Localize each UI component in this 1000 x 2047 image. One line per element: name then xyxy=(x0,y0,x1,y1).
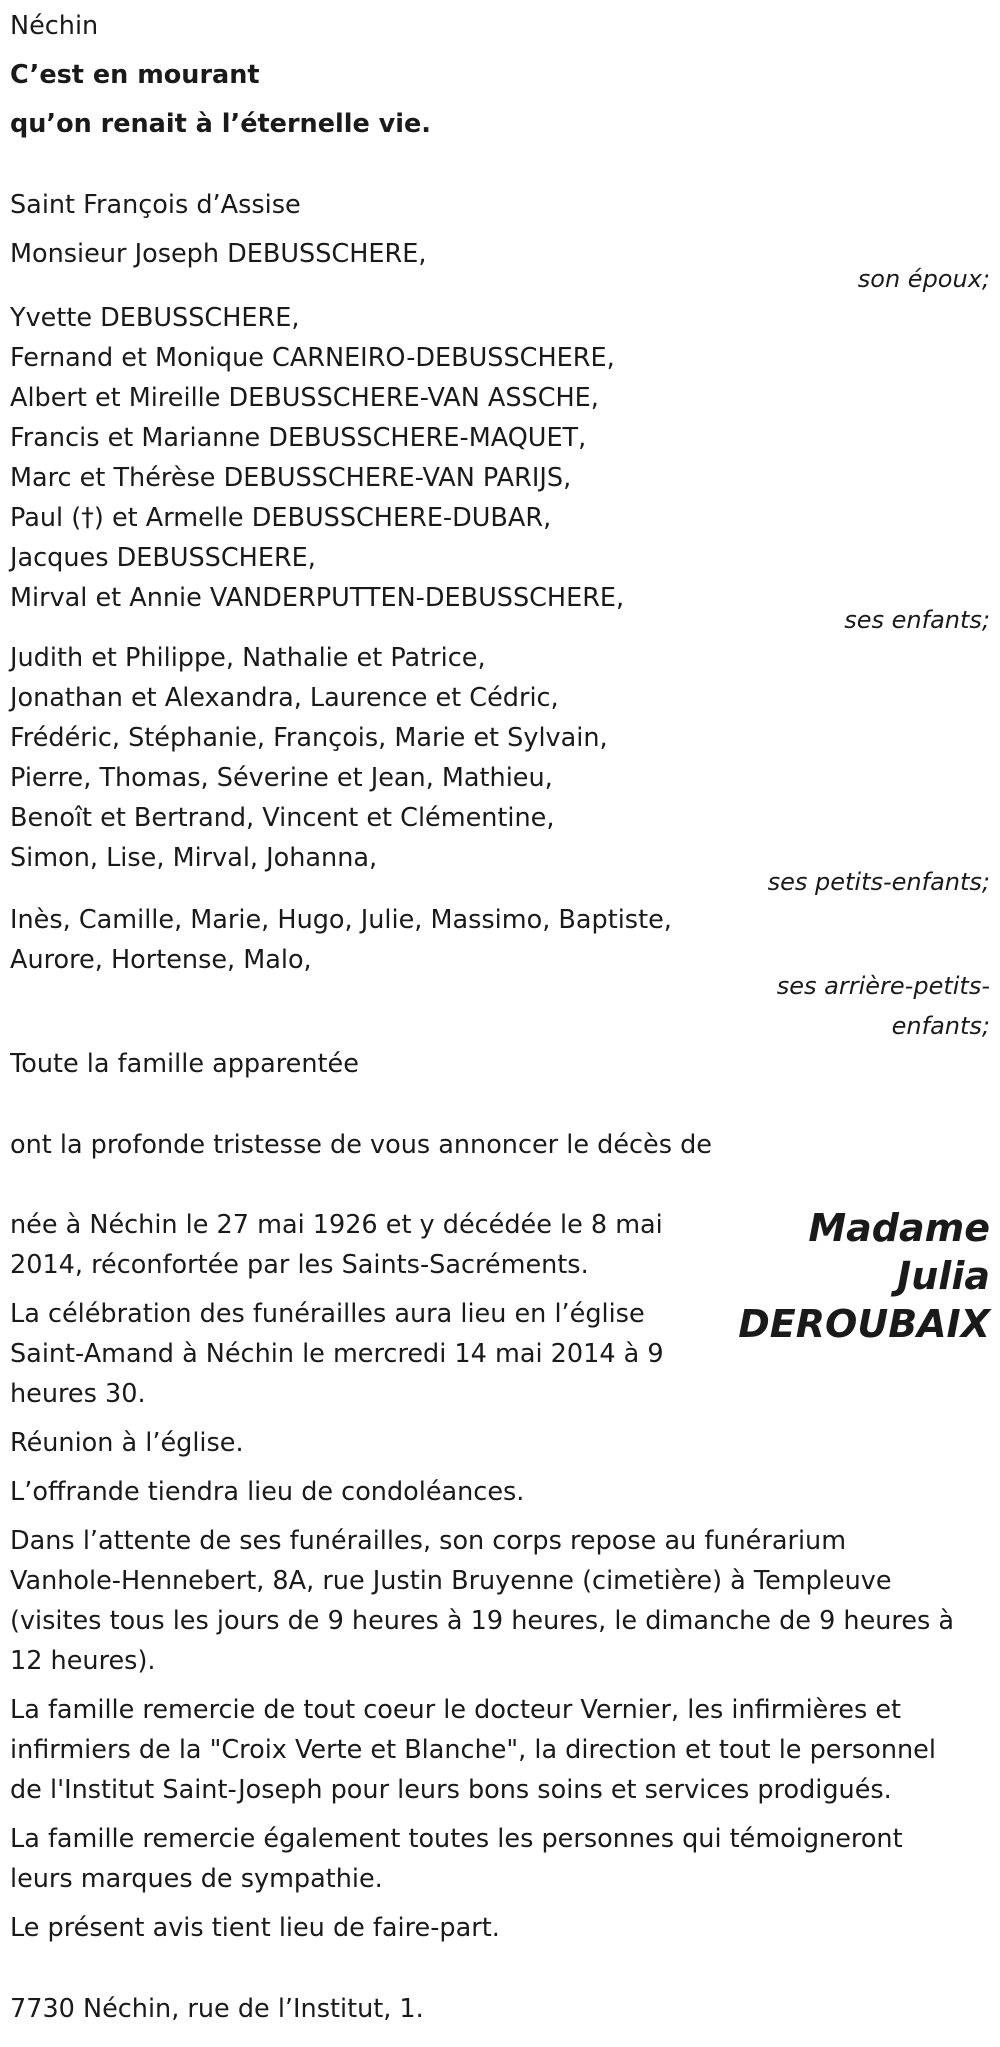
offering-info: L’offrande tiendra lieu de condoléances. xyxy=(10,1477,525,1507)
quote-author: Saint François d’Assise xyxy=(10,190,301,220)
child-name: Marc et Thérèse DEBUSSCHERE-VAN PARIJS, xyxy=(10,463,572,493)
thanks-all-line-2: leurs marques de sympathie. xyxy=(10,1864,383,1894)
birth-line-2: 2014, réconfortée par les Saints-Sacréments. xyxy=(10,1250,589,1280)
child-name: Yvette DEBUSSCHERE, xyxy=(10,303,300,333)
grandchild-names: Pierre, Thomas, Séverine et Jean, Mathieu, xyxy=(10,763,553,793)
children-role: ses enfants; xyxy=(844,606,990,634)
wake-line-3: (visites tous les jours de 9 heures à 19 heures, le dimanche de 9 heures à xyxy=(10,1606,955,1636)
funeral-line-2: Saint-Amand à Néchin le mercredi 14 mai 2014 à 9 xyxy=(10,1339,664,1369)
thanks-line-1: La famille remercie de tout coeur le docteur Vernier, les infirmières et xyxy=(10,1695,902,1725)
great-grandchildren-role-1: ses arrière-petits- xyxy=(776,972,990,1000)
grandchild-names: Benoît et Bertrand, Vincent et Clémentine, xyxy=(10,803,555,833)
child-name: Jacques DEBUSSCHERE, xyxy=(10,543,316,573)
announcement: ont la profonde tristesse de vous annoncer le décès de xyxy=(10,1130,712,1160)
thanks-line-2: infirmiers de la "Croix Verte et Blanche", la direction et tout le personnel xyxy=(10,1735,936,1765)
meeting-info: Réunion à l’église. xyxy=(10,1428,244,1458)
great-grandchildren-role-2: enfants; xyxy=(891,1012,990,1040)
grandchild-names: Simon, Lise, Mirval, Johanna, xyxy=(10,843,378,873)
place-name: Néchin xyxy=(10,11,99,41)
child-name: Paul (†) et Armelle DEBUSSCHERE-DUBAR, xyxy=(10,503,552,533)
child-name: Francis et Marianne DEBUSSCHERE-MAQUET, xyxy=(10,423,587,453)
wake-line-1: Dans l’attente de ses funérailles, son corps repose au funérarium xyxy=(10,1526,847,1556)
wake-line-4: 12 heures). xyxy=(10,1646,156,1676)
thanks-line-3: de l'Institut Saint-Joseph pour leurs bons soins et services prodigués. xyxy=(10,1775,892,1805)
funeral-line-3: heures 30. xyxy=(10,1379,146,1409)
wake-line-2: Vanhole-Hennebert, 8A, rue Justin Bruyenne (cimetière) à Templeuve xyxy=(10,1566,892,1596)
spouse-role: son époux; xyxy=(857,265,990,293)
great-grandchild-names: Inès, Camille, Marie, Hugo, Julie, Massimo, Baptiste, xyxy=(10,905,672,935)
great-grandchildren-list xyxy=(10,900,672,980)
great-grandchild-names: Aurore, Hortense, Malo, xyxy=(10,945,312,975)
grandchild-names: Jonathan et Alexandra, Laurence et Cédric, xyxy=(10,683,559,713)
family-address: 7730 Néchin, rue de l’Institut, 1. xyxy=(10,1994,424,2024)
notice-statement: Le présent avis tient lieu de faire-part. xyxy=(10,1913,500,1943)
quote-line-2: qu’on renait à l’éternelle vie. xyxy=(10,109,431,139)
thanks-all-line-1: La famille remercie également toutes les personnes qui témoigneront xyxy=(10,1824,903,1854)
deceased-first-name: Julia xyxy=(897,1254,990,1298)
deceased-title: Madame xyxy=(808,1206,990,1250)
birth-line-1: née à Néchin le 27 mai 1926 et y décédée le 8 mai xyxy=(10,1210,663,1240)
child-name: Fernand et Monique CARNEIRO-DEBUSSCHERE, xyxy=(10,343,615,373)
children-list xyxy=(10,298,624,618)
grandchildren-list xyxy=(10,638,608,878)
funeral-line-1: La célébration des funérailles aura lieu en l’église xyxy=(10,1299,645,1329)
grandchild-names: Judith et Philippe, Nathalie et Patrice, xyxy=(10,643,486,673)
child-name: Albert et Mireille DEBUSSCHERE-VAN ASSCHE, xyxy=(10,383,599,413)
extended-family: Toute la famille apparentée xyxy=(10,1049,359,1079)
grandchildren-role: ses petits-enfants; xyxy=(767,868,990,896)
grandchild-names: Frédéric, Stéphanie, François, Marie et Sylvain, xyxy=(10,723,608,753)
quote-line-1: C’est en mourant xyxy=(10,60,260,90)
child-name: Mirval et Annie VANDERPUTTEN-DEBUSSCHERE, xyxy=(10,583,625,613)
deceased-last-name: DEROUBAIX xyxy=(738,1302,990,1346)
spouse-name: Monsieur Joseph DEBUSSCHERE, xyxy=(10,239,427,269)
